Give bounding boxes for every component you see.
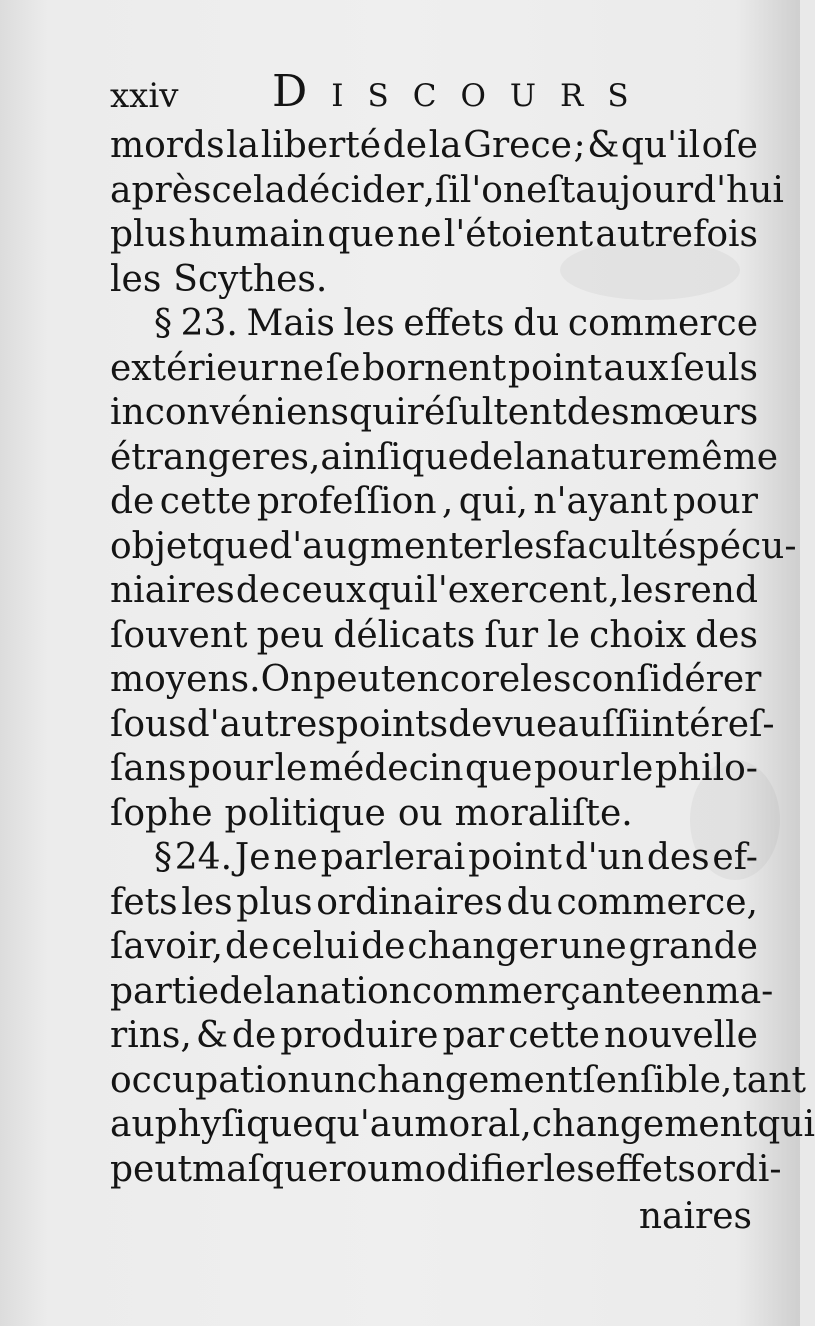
word: l'on <box>459 169 527 211</box>
word: ne <box>273 837 318 878</box>
word: grande <box>628 926 758 967</box>
word: occupation <box>110 1059 311 1101</box>
word: des <box>646 837 710 878</box>
word: les <box>343 303 395 344</box>
word: partie <box>110 970 220 1012</box>
word: le <box>547 614 581 656</box>
word: qui <box>757 1104 815 1145</box>
word: peut <box>110 1148 193 1190</box>
word: ceux <box>281 570 367 611</box>
word: , <box>608 570 620 611</box>
word: ſur <box>484 614 539 656</box>
word: médecin <box>308 748 464 789</box>
word: nouvelle <box>603 1015 758 1056</box>
text-line <box>110 1014 758 1059</box>
word: § <box>154 303 172 344</box>
word: Mais <box>246 303 335 344</box>
text-line <box>110 480 758 525</box>
word: liberté <box>260 125 382 166</box>
word: du <box>506 881 553 923</box>
text-line <box>110 258 758 303</box>
word: de <box>231 1015 277 1056</box>
word: aujourd'hui <box>575 169 784 211</box>
word: rins, <box>110 1015 192 1056</box>
word: la <box>428 125 462 166</box>
word: ordi- <box>695 1148 782 1190</box>
word: conſidérer <box>571 659 762 700</box>
word: délicats <box>333 614 476 656</box>
word: ſavoir, <box>110 926 224 967</box>
word: l'exercent <box>426 570 608 611</box>
word: peut <box>313 659 396 700</box>
body-text <box>110 124 815 1192</box>
word: de <box>448 703 493 745</box>
word: les <box>501 525 553 567</box>
text-line <box>110 569 758 614</box>
word: maſquer <box>192 1148 346 1190</box>
word: qui <box>349 392 407 433</box>
word: ſenſible, <box>582 1059 733 1101</box>
word: plus <box>110 214 187 255</box>
word: les <box>543 1148 595 1190</box>
text-line <box>110 436 779 481</box>
text-line <box>110 970 774 1015</box>
word: qu'il <box>620 125 701 166</box>
word: commerçante <box>411 970 662 1012</box>
word: du <box>513 303 560 344</box>
word: ne <box>279 347 325 389</box>
word: que <box>464 748 533 789</box>
word: niaires <box>110 570 235 611</box>
word: les <box>620 570 673 611</box>
word: décider <box>285 169 424 211</box>
text-line <box>110 1103 815 1148</box>
word: des <box>695 614 758 656</box>
word: , <box>423 169 435 211</box>
word: réſultent <box>406 392 567 433</box>
word: , <box>441 481 454 522</box>
word: les <box>520 659 572 700</box>
word: fets <box>110 881 178 923</box>
word: ef- <box>712 837 758 878</box>
word: changer <box>407 926 557 967</box>
word: cette <box>159 481 252 522</box>
word: 24. <box>174 837 233 878</box>
word: pour <box>187 748 274 789</box>
word: auſſi <box>557 703 641 745</box>
word: un <box>310 1059 357 1101</box>
text-line <box>110 525 797 570</box>
word: que <box>401 436 469 478</box>
word: & <box>587 125 620 166</box>
word: ſi <box>435 169 460 211</box>
word: de <box>219 970 264 1012</box>
word: qui, <box>458 481 528 522</box>
word: d'un <box>564 837 645 878</box>
word: produire <box>280 1015 439 1056</box>
word: points <box>335 703 449 745</box>
word: Scythes. <box>173 258 328 300</box>
word: ma- <box>705 970 774 1012</box>
word: d'augmenter <box>269 525 502 567</box>
text-line <box>110 1059 806 1104</box>
text-line <box>110 169 784 214</box>
word: phyſique <box>154 1104 314 1145</box>
word: moyens. <box>110 659 261 700</box>
catchword: naires <box>638 1196 752 1237</box>
word: effets <box>594 1148 696 1190</box>
word: cette <box>508 1015 600 1056</box>
word: qui <box>367 570 426 611</box>
word: parlerai <box>320 837 466 878</box>
word: nature <box>546 436 668 478</box>
text-line <box>110 213 758 258</box>
word: ordinaires <box>316 881 503 923</box>
word: effets <box>403 303 505 344</box>
word: cela <box>211 169 286 211</box>
word: Je <box>234 837 271 878</box>
word: moral, <box>414 1104 532 1145</box>
word: inconvéniens <box>110 392 350 433</box>
word: changement <box>531 1104 758 1145</box>
word: ſouvent <box>110 614 248 656</box>
page-header <box>110 66 740 116</box>
word: point <box>468 837 562 878</box>
text-line <box>110 302 758 347</box>
word: extérieur <box>110 347 278 389</box>
text-line <box>110 614 758 659</box>
word: rend <box>673 570 758 611</box>
word: profeſſion <box>256 481 437 522</box>
word: le <box>274 748 308 789</box>
word: facultés <box>552 525 697 567</box>
word: eſt <box>526 169 576 211</box>
word: d'autres <box>186 703 336 745</box>
word: humain <box>188 214 326 255</box>
text-line <box>110 1148 782 1193</box>
word: mœurs <box>629 392 759 433</box>
text-line <box>110 881 758 926</box>
word: une <box>558 926 627 967</box>
word: plus <box>236 881 313 923</box>
word: pécu- <box>696 525 797 567</box>
word: n'ayant <box>533 481 668 522</box>
word: le <box>620 748 654 789</box>
text-line <box>110 124 758 169</box>
word: les <box>181 881 233 923</box>
word: nation <box>296 970 412 1012</box>
word: de <box>235 570 281 611</box>
word: de <box>361 926 406 967</box>
text-line <box>110 347 758 392</box>
word: ſophe <box>110 792 213 834</box>
word: de <box>382 125 428 166</box>
word: ; <box>573 125 586 166</box>
word: oſe <box>701 125 758 166</box>
word: changement <box>356 1059 583 1101</box>
word: pour <box>533 748 620 789</box>
word: intéreſ- <box>640 703 775 745</box>
word: par <box>442 1015 505 1056</box>
text-line <box>110 836 758 881</box>
word: commerce <box>567 303 758 344</box>
word: ainſi <box>320 436 402 478</box>
text-line <box>110 658 762 703</box>
word: des <box>566 392 630 433</box>
word: ou <box>397 792 443 834</box>
word: choix <box>589 614 686 656</box>
word: au <box>110 1104 155 1145</box>
word: de <box>468 436 514 478</box>
word: vue <box>492 703 558 745</box>
word: politique <box>224 792 386 834</box>
word: celui <box>271 926 360 967</box>
word: bornent <box>362 347 507 389</box>
word: de <box>225 926 270 967</box>
word: aux <box>603 347 669 389</box>
word: objet <box>110 525 202 567</box>
text-line <box>110 747 758 792</box>
word: que <box>327 214 395 255</box>
word: pour <box>672 481 758 522</box>
word: On <box>260 659 314 700</box>
word: étrangeres, <box>110 436 321 478</box>
word: ne <box>397 214 442 255</box>
word: en <box>661 970 706 1012</box>
word: philo- <box>654 748 758 789</box>
word: ſeuls <box>670 347 758 389</box>
text-line <box>110 792 758 837</box>
page-number: xxiv <box>110 76 179 116</box>
word: l'étoient <box>443 214 594 255</box>
word: point <box>507 347 602 389</box>
word: ſe <box>325 347 361 389</box>
word: Grece <box>463 125 572 166</box>
text-line <box>110 391 758 436</box>
word: mords <box>110 125 225 166</box>
word: les <box>110 258 162 300</box>
running-head: Discours <box>272 66 653 117</box>
text-line <box>110 703 775 748</box>
word: ou <box>345 1148 391 1190</box>
word: peu <box>256 614 325 656</box>
word: même <box>667 436 779 478</box>
word: qu'au <box>313 1104 415 1145</box>
word: ſous <box>110 703 187 745</box>
word: après <box>110 169 212 211</box>
word: commerce, <box>556 881 758 923</box>
word: que <box>201 525 270 567</box>
word: autrefois <box>595 214 758 255</box>
word: § <box>154 837 172 878</box>
text-line <box>110 925 758 970</box>
word: encore <box>395 659 521 700</box>
word: ſans <box>110 748 187 789</box>
word: tant <box>732 1059 806 1101</box>
word: & <box>195 1015 228 1056</box>
word: modifier <box>390 1148 544 1190</box>
word: 23. <box>180 303 238 344</box>
word: moraliſte. <box>454 792 633 834</box>
word: la <box>226 125 260 166</box>
word: de <box>110 481 155 522</box>
word: la <box>263 970 297 1012</box>
word: la <box>513 436 547 478</box>
